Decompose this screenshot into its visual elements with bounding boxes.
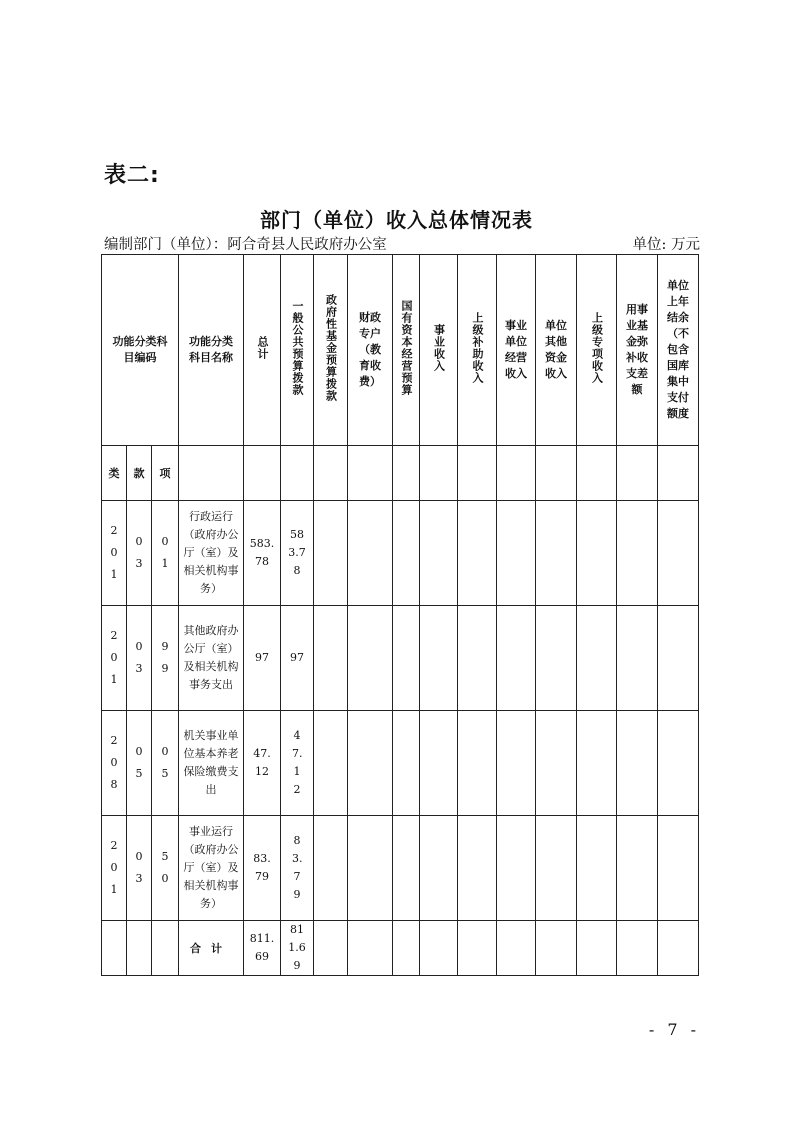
header-fund-deficit: 用事业基金弥补收支差额 [617, 255, 658, 446]
row-lei: 201 [110, 524, 118, 581]
table-row [102, 816, 699, 921]
subheader-kuan: 款 [127, 446, 152, 501]
total-label: 合计 [179, 921, 244, 976]
total-row [102, 921, 699, 976]
table-label: 表二: [104, 163, 160, 188]
row-total: 97 [255, 651, 270, 664]
unit-of-measure: 单位: 万元 [632, 237, 700, 253]
row-general: 97 [290, 651, 305, 664]
header-general-budget: 一般公共预算拨款 [281, 255, 314, 446]
header-prior-balance: 单位上年结余（不包含国库集中支付额度 [658, 255, 699, 446]
subheader-row [102, 446, 699, 501]
row-total: 47.12 [253, 747, 271, 778]
header-row [102, 255, 699, 446]
row-total: 583.78 [249, 537, 275, 568]
row-name: 事业运行（政府办公厅（室）及相关机构事务） [179, 816, 244, 921]
table-row [102, 606, 699, 711]
subheader-lei: 类 [102, 446, 127, 501]
header-state-capital: 国有资本经营预算 [393, 255, 420, 446]
header-total: 总计 [244, 255, 281, 446]
compiling-unit: 编制部门（单位）：阿合奇县人民政府办公室 [104, 237, 387, 253]
row-kuan: 03 [135, 535, 143, 570]
header-operating-income: 事业单位经营收入 [497, 255, 536, 446]
row-general: 83.79 [292, 834, 303, 901]
table-row [102, 501, 699, 606]
header-superior-subsidy: 上级补助收入 [458, 255, 497, 446]
row-kuan: 03 [135, 640, 143, 675]
header-fiscal-special: 财政专户（教育收费） [348, 255, 393, 446]
row-xiang: 05 [161, 745, 169, 780]
row-name: 行政运行（政府办公厅（室）及相关机构事务） [179, 501, 244, 606]
header-superior-special: 上级专项收入 [577, 255, 617, 446]
total-amount: 811.69 [249, 932, 275, 963]
row-kuan: 05 [135, 745, 143, 780]
total-general: 811.69 [288, 923, 306, 972]
header-name: 功能分类科目名称 [179, 255, 244, 446]
row-xiang: 50 [161, 850, 169, 885]
page-number: - 7 - [648, 1020, 700, 1039]
row-name: 机关事业单位基本养老保险缴费支出 [179, 711, 244, 816]
header-code: 功能分类科目编码 [102, 255, 179, 446]
row-xiang: 01 [161, 535, 169, 570]
document-title: 部门（单位）收入总体情况表 [260, 208, 533, 232]
row-xiang: 99 [161, 640, 169, 675]
subheader-xiang: 项 [152, 446, 179, 501]
row-name: 其他政府办公厅（室）及相关机构事务支出 [179, 606, 244, 711]
row-general: 583.78 [288, 528, 306, 577]
row-kuan: 03 [135, 850, 143, 885]
header-business-income: 事业收入 [420, 255, 458, 446]
row-lei: 208 [110, 734, 118, 791]
row-total: 83.79 [253, 852, 271, 883]
row-lei: 201 [110, 839, 118, 896]
header-gov-fund: 政府性基金预算拨款 [314, 255, 348, 446]
income-table [101, 254, 699, 976]
row-general: 47.12 [292, 729, 303, 796]
table-row [102, 711, 699, 816]
header-other-income: 单位其他资金收入 [536, 255, 577, 446]
row-lei: 201 [110, 629, 118, 686]
